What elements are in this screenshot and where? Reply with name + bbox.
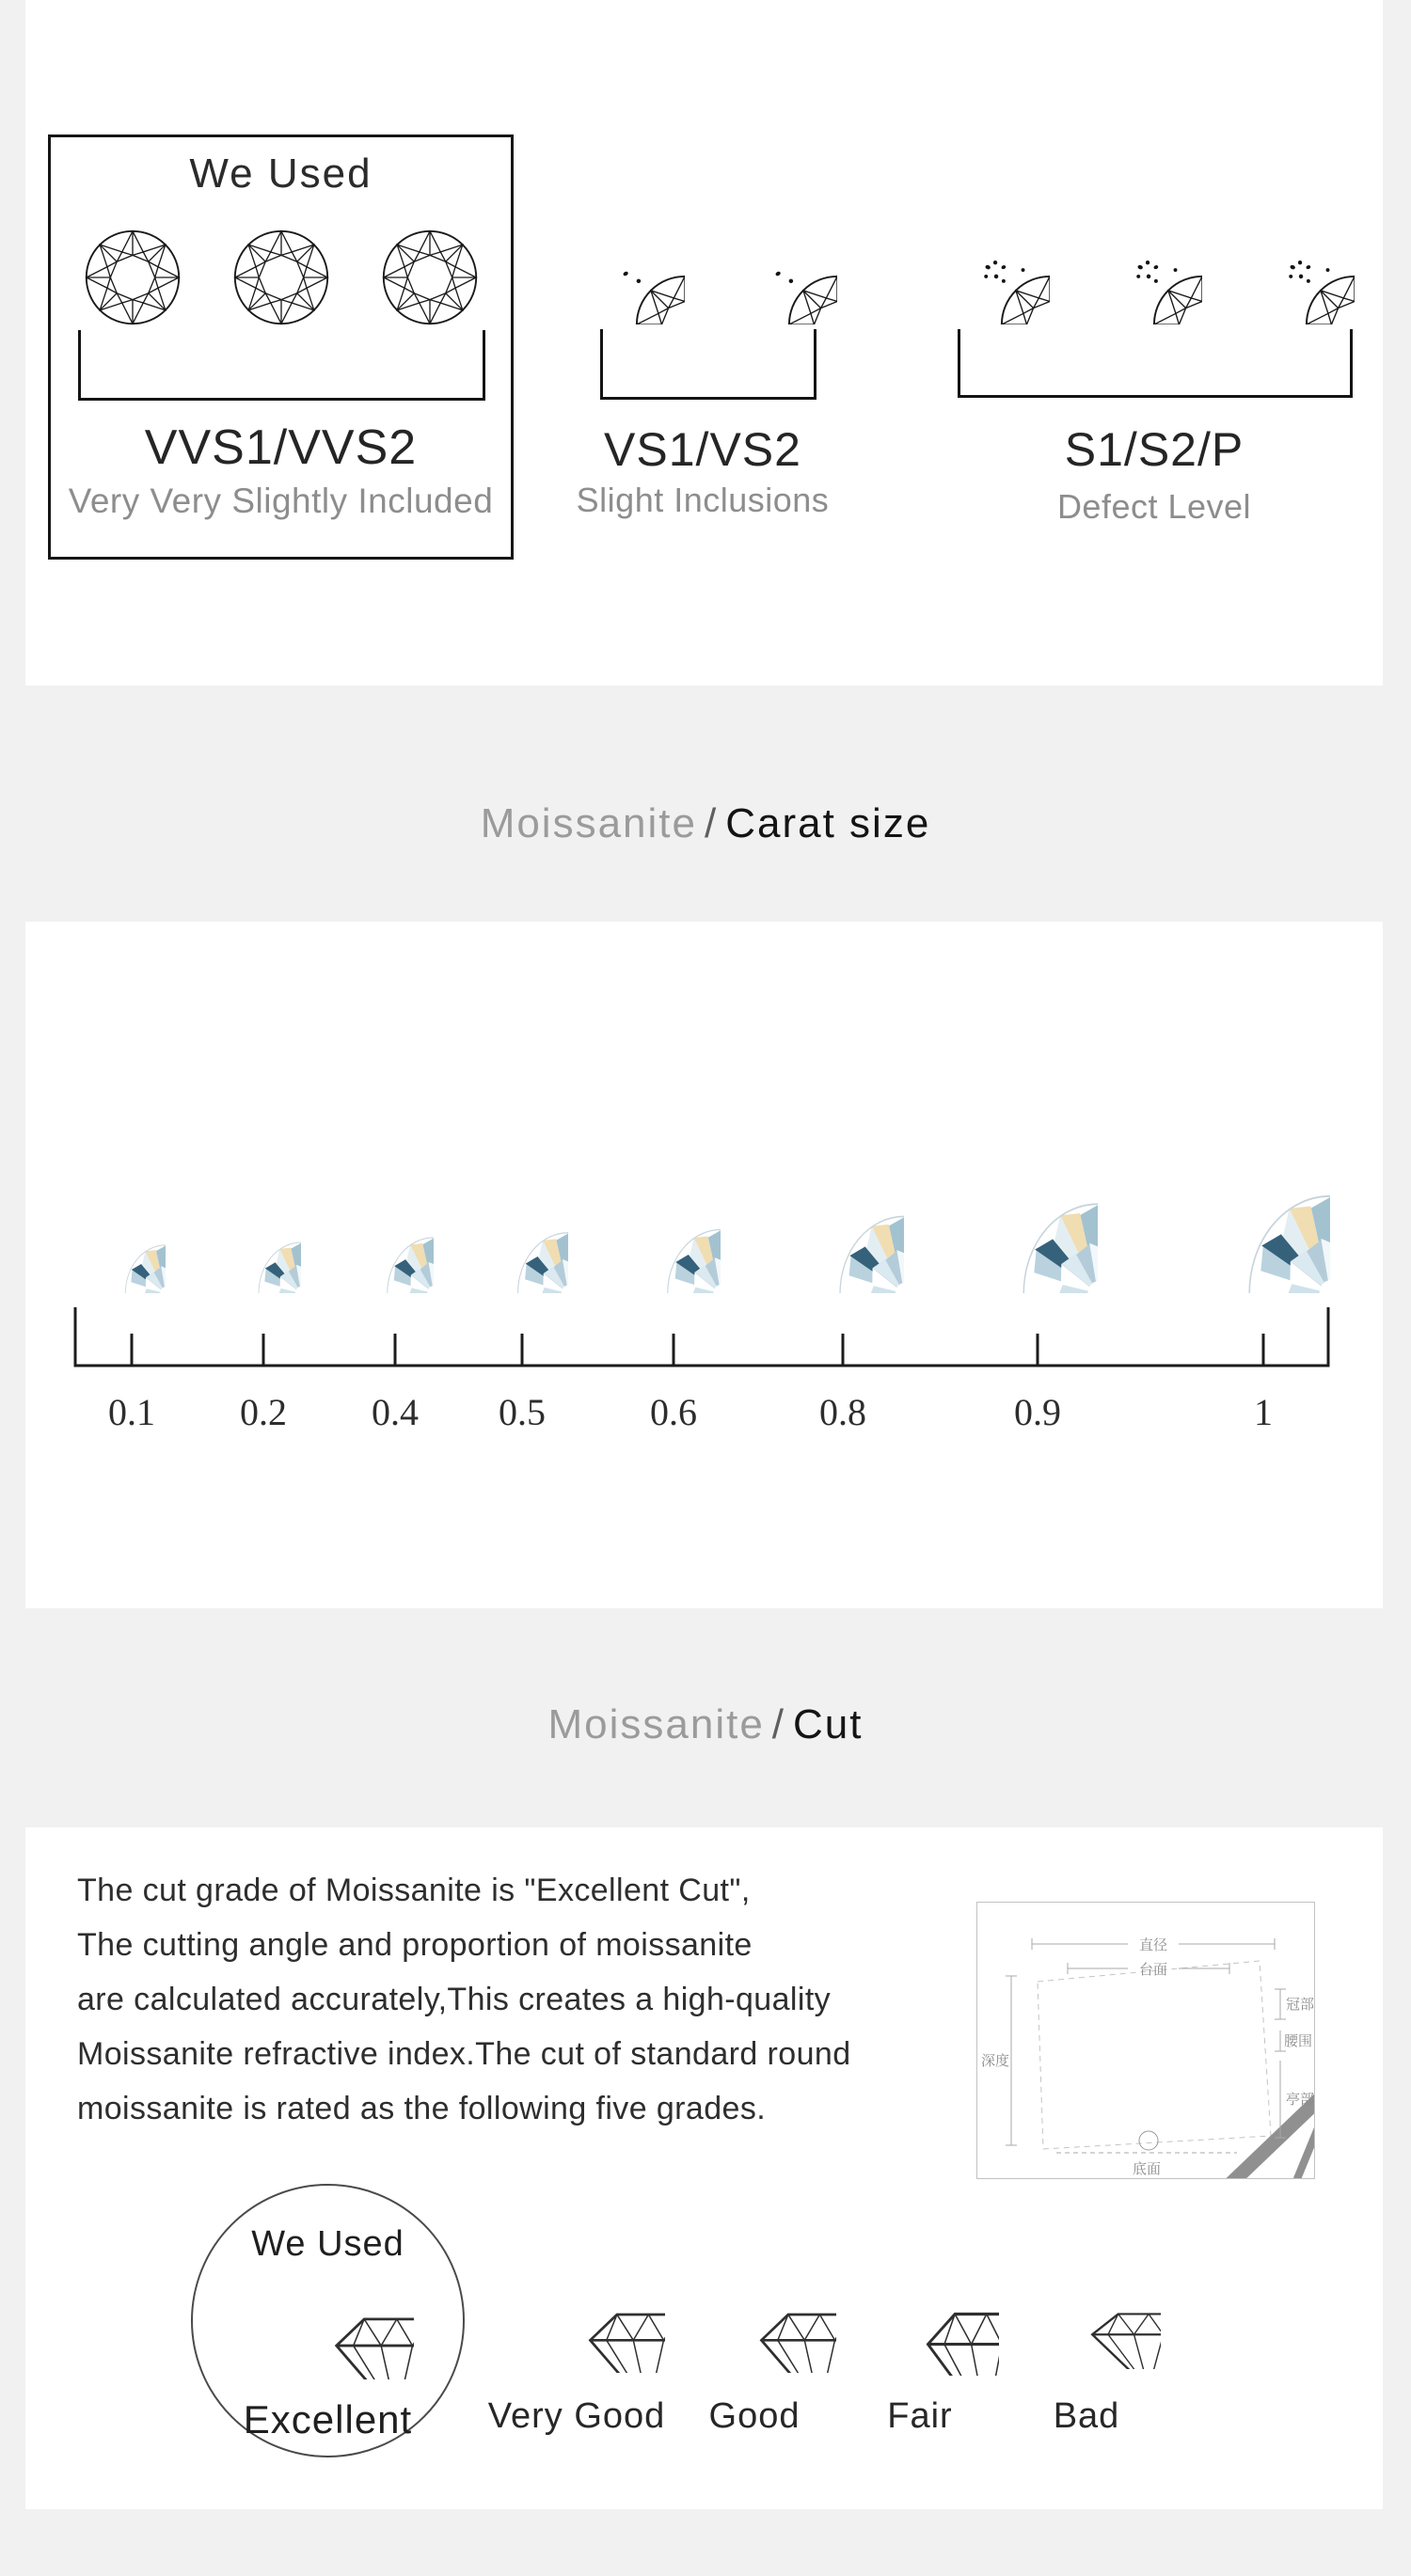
cut-paragraph-line: moissanite is rated as the following five grades. (77, 2091, 767, 2126)
diamond-side-verygood-icon (501, 2266, 665, 2373)
clarity-panel (25, 0, 1383, 686)
group-bracket (600, 329, 816, 400)
diagram-label-girdle: 腰围 (1284, 2032, 1313, 2049)
moissanite-gem-photo (940, 1103, 1098, 1293)
diamond-top-clean-icon (380, 228, 480, 327)
carat-panel (25, 922, 1383, 1608)
excellent-circle (191, 2184, 465, 2457)
diamond-top-si-icon (946, 221, 1050, 324)
diamond-top-si-icon (1099, 221, 1202, 324)
moissanite-gem-photo (768, 1130, 904, 1293)
moissanite-gem-photo (1158, 1086, 1330, 1293)
brand-text: Moissanite (480, 800, 697, 846)
cut-grade-label: Fair (887, 2396, 953, 2436)
clarity-grade: VVS1/VVS2 (144, 420, 418, 475)
diamond-side-good-icon (673, 2266, 836, 2373)
cut-diagram-sketch (977, 1903, 1314, 2178)
carat-value-label: 0.8 (819, 1391, 866, 1433)
clarity-grade: VS1/VS2 (604, 423, 801, 476)
carat-value-label: 0.4 (372, 1391, 419, 1433)
heading-separator: / (771, 1701, 786, 1747)
clarity-grade: S1/S2/P (1064, 423, 1245, 476)
carat-value-label: 0.9 (1014, 1391, 1061, 1433)
we-used-box (48, 134, 514, 560)
si-stone-row (945, 221, 1356, 324)
we-used-badge: We Used (251, 2224, 404, 2264)
carat-value-label: 0.5 (499, 1391, 546, 1433)
carat-value-label: 1 (1254, 1391, 1273, 1433)
moissanite-gem-photo (335, 1175, 434, 1293)
moissanite-gem-photo (608, 1158, 721, 1293)
cut-grade-label: Good (708, 2396, 801, 2436)
group-bracket (78, 330, 485, 401)
cut-proportion-diagram (976, 1902, 1315, 2179)
carat-heading-band (0, 686, 1411, 922)
heading-separator: / (705, 800, 719, 846)
heading-title: Cut (793, 1701, 864, 1747)
cut-paragraph-line: The cut grade of Moissanite is "Excellent Cut", (77, 1873, 751, 1908)
clarity-grade-desc: Very Very Slightly Included (68, 482, 494, 520)
diamond-top-vs-icon (581, 221, 685, 324)
cut-grade-label: Very Good (487, 2396, 666, 2436)
diagram-label-crown: 冠部 (1286, 1996, 1314, 2013)
diagram-label-pavilion: 亭部 (1286, 2091, 1314, 2108)
cut-paragraph-line: are calculated accurately,This creates a high-quality (77, 1982, 832, 2017)
diagram-label-culet: 底面 (1132, 2160, 1162, 2177)
diagram-label-diameter: 直径 (1138, 1936, 1168, 1953)
clarity-grade-desc: Defect Level (1056, 487, 1252, 526)
cut-grade-label: Excellent (243, 2397, 413, 2442)
diamond-top-clean-icon (231, 228, 331, 327)
diagram-label-depth: 深度 (981, 2052, 1010, 2069)
we-used-badge: We Used (189, 150, 373, 197)
carat-value-label: 0.6 (650, 1391, 697, 1433)
cut-paragraph-line: Moissanite refractive index.The cut of standard round (77, 2036, 851, 2072)
vs-stone-row (581, 221, 837, 324)
cut-grade-label: Bad (1053, 2396, 1120, 2436)
diamond-top-clean-icon (83, 228, 182, 327)
diamond-top-vs-icon (734, 221, 837, 324)
cut-paragraph (77, 1863, 971, 2136)
moissanite-gem-photo (461, 1164, 568, 1293)
diamond-side-excellent-icon (245, 2268, 414, 2379)
diamond-side-bad-icon (1010, 2269, 1161, 2369)
brand-text: Moissanite (547, 1701, 765, 1747)
diamond-top-si-icon (1251, 221, 1355, 324)
vvs-stone-row (51, 228, 511, 327)
carat-section-heading (0, 686, 1411, 847)
clarity-grade-desc: Slight Inclusions (576, 481, 830, 519)
moissanite-gem-photo (211, 1185, 301, 1293)
cut-paragraph-line: The cutting angle and proportion of moissanite (77, 1927, 753, 1963)
cut-panel (25, 1827, 1383, 2509)
heading-title: Carat size (725, 800, 931, 846)
carat-ruler (63, 1307, 1342, 1369)
carat-value-label: 0.2 (240, 1391, 287, 1433)
moissanite-gem-photo (80, 1191, 166, 1293)
carat-value-label: 0.1 (108, 1391, 155, 1433)
cut-section-heading (0, 1608, 1411, 1748)
diagram-label-table: 台面 (1138, 1961, 1168, 1978)
group-bracket (958, 329, 1353, 398)
cut-heading-band (0, 1608, 1411, 1827)
diamond-side-fair-icon (843, 2261, 999, 2376)
